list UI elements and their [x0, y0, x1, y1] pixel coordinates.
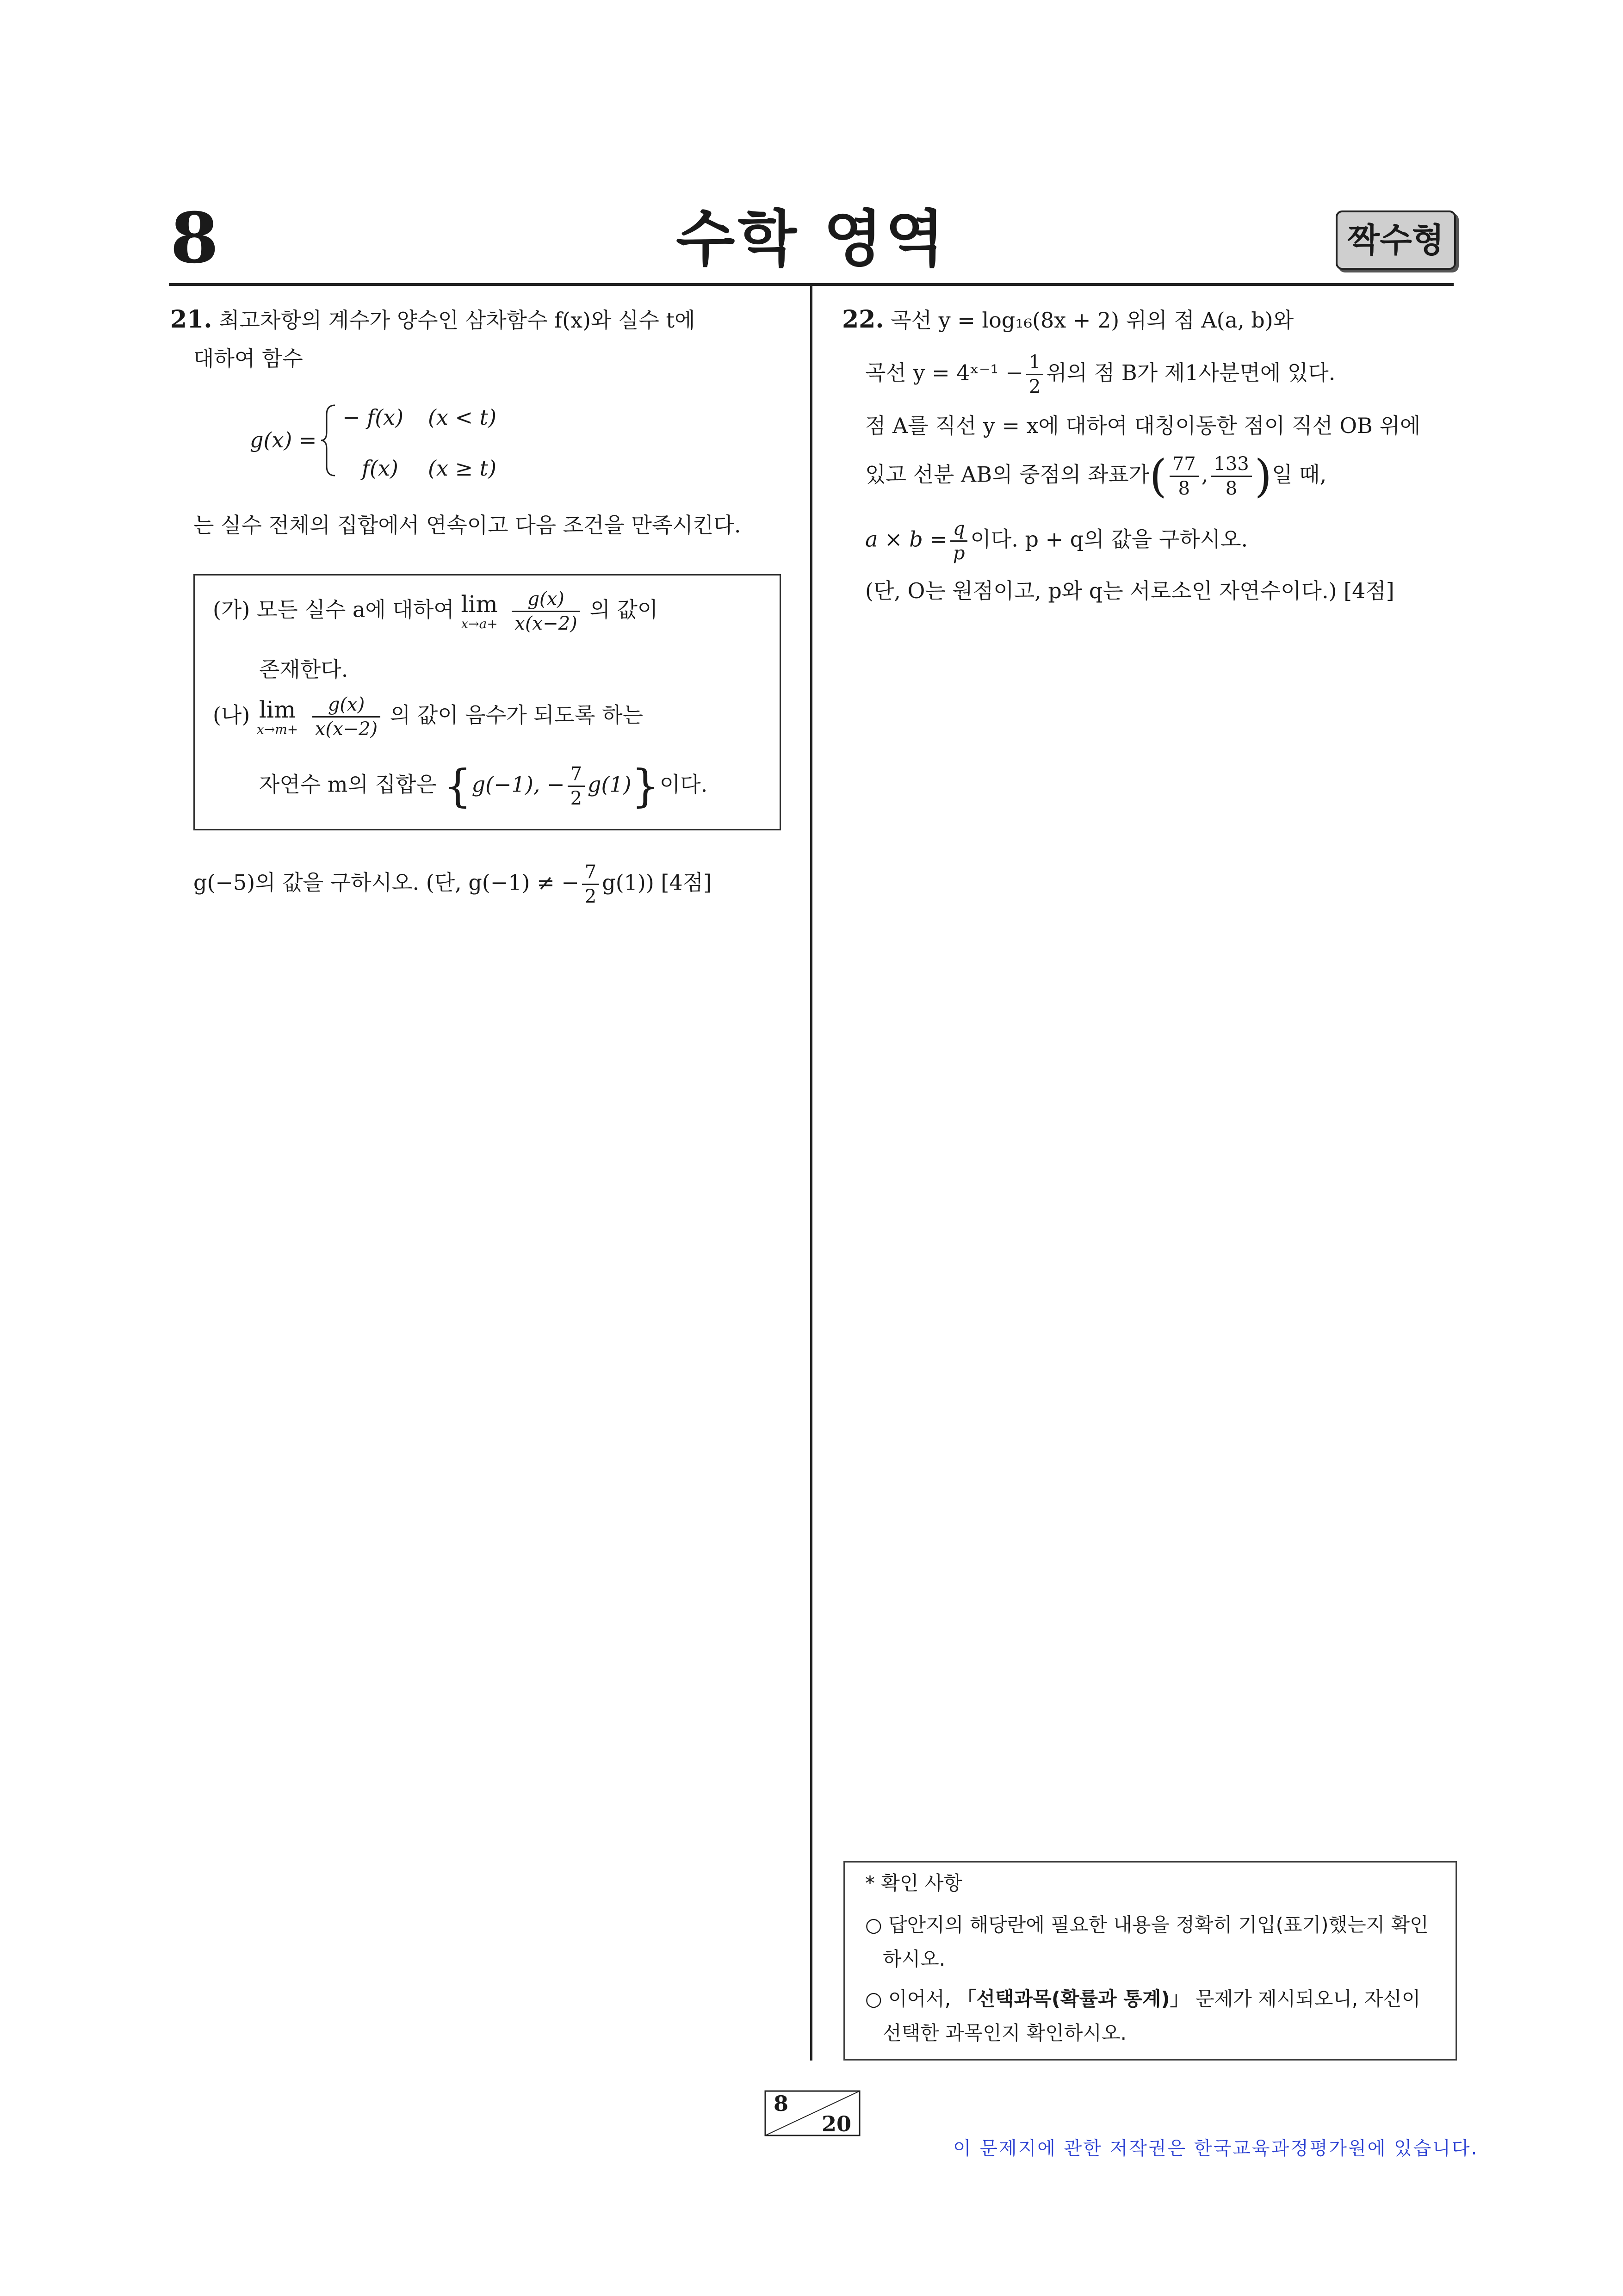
limit-symbol: lim	[259, 696, 296, 723]
condition-b-tail: 의 값이 음수가 되도록 하는	[390, 702, 644, 728]
fraction-numerator: g(x)	[312, 694, 380, 718]
fraction-numerator: 77	[1170, 453, 1199, 477]
fraction-denominator: p	[953, 543, 965, 564]
fraction-denominator: 2	[570, 788, 582, 809]
condition-b-fraction	[312, 694, 380, 740]
left-paren: (	[1149, 450, 1167, 502]
fraction-denominator: x(x−2)	[315, 718, 378, 740]
total-pages: 20	[822, 2111, 852, 2136]
midpoint-y-fraction	[1211, 453, 1251, 499]
condition-a-tail: 의 값이	[589, 597, 658, 622]
page-number: 8	[170, 198, 219, 279]
elective-subject: 「선택과목(확률과 통계)」	[957, 1987, 1189, 2010]
notice-item-2-pre: ○ 이어서,	[865, 1987, 957, 2010]
question-22-line4	[865, 450, 1327, 502]
condition-a-label: (가) 모든 실수 a에 대하여	[213, 597, 454, 622]
notice-item-1: ○ 답안지의 해당란에 필요한 내용을 정확히 기입(표기)했는지 확인	[865, 1913, 1429, 1936]
fraction-denominator: x(x−2)	[514, 613, 577, 634]
question-22-number: 22.	[842, 305, 884, 334]
question-22-line3: 점 A를 직선 y = x에 대하여 대칭이동한 점이 직선 OB 위에	[865, 413, 1421, 438]
question-21-line1	[170, 305, 695, 334]
question-21-line2: 대하여 함수	[193, 346, 303, 371]
condition-b-set-outro: 이다.	[659, 772, 708, 797]
right-paren: )	[1254, 450, 1272, 502]
condition-a-line2: 존재한다.	[259, 657, 348, 682]
question-21-line3: 는 실수 전체의 집합에서 연속이고 다음 조건을 만족시킨다.	[193, 513, 741, 538]
exam-type-badge: 짝수형	[1336, 210, 1456, 270]
fraction-numerator: 133	[1211, 453, 1251, 477]
case1-condition: (x < t)	[428, 405, 497, 430]
condition-a-limit	[461, 592, 497, 631]
question-21-text: 최고차항의 계수가 양수인 삼차함수 f(x)와 실수 t에	[219, 308, 695, 333]
question-22-line5	[865, 518, 1248, 564]
condition-b-line2	[259, 760, 708, 812]
fraction-denominator: 2	[1028, 376, 1041, 397]
fraction-numerator: 7	[582, 861, 599, 885]
product-tail: 이다. p + q의 값을 구하시오.	[970, 526, 1248, 552]
notice-item-2-post: 문제가 제시되오니, 자신이	[1189, 1987, 1421, 2010]
condition-a	[213, 588, 658, 634]
case2-expression: f(x)	[362, 456, 398, 481]
answer-fraction	[950, 518, 968, 564]
comma: ,	[1201, 462, 1208, 487]
question-22-line6: (단, O는 원점이고, p와 q는 서로소인 자연수이다.) [4점]	[865, 578, 1394, 603]
piecewise-brace	[319, 403, 338, 477]
product-text: a × b =	[865, 526, 948, 552]
fraction-numerator: 1	[1026, 352, 1043, 375]
ask-fraction	[582, 861, 599, 907]
ask-text: g(−5)의 값을 구하시오. (단, g(−1) ≠ −	[193, 870, 579, 895]
fraction-denominator: 8	[1225, 478, 1238, 499]
limit-symbol: lim	[461, 590, 498, 618]
fraction-denominator: 8	[1178, 478, 1190, 499]
question-22-line2	[865, 352, 1335, 397]
right-brace: }	[631, 760, 660, 812]
case2-condition: (x ≥ t)	[428, 456, 497, 481]
set-fraction	[568, 763, 585, 809]
column-divider	[810, 285, 812, 2061]
fraction-numerator: q	[950, 518, 968, 542]
curve-b-tail: 위의 점 B가 제1사분면에 있다.	[1046, 360, 1336, 385]
notice-item-2	[865, 1987, 1420, 2011]
midpoint-text: 있고 선분 AB의 중점의 좌표가	[865, 462, 1150, 487]
subject-title: 수학 영역	[675, 204, 947, 275]
ask-tail: g(1)) [4점]	[602, 870, 712, 895]
set-element-2: g(1)	[588, 772, 632, 797]
curve-b-text: 곡선 y = 4ˣ⁻¹ −	[865, 360, 1023, 385]
g-definition-lhs: g(x) =	[250, 427, 317, 452]
fraction-numerator: 7	[568, 763, 585, 787]
limit-subscript: x→a+	[461, 616, 498, 631]
midpoint-tail: 일 때,	[1272, 462, 1327, 487]
notice-item-1-cont: 하시오.	[883, 1948, 946, 1970]
notice-item-2-cont: 선택한 과목인지 확인하시오.	[883, 2022, 1127, 2044]
left-brace: {	[443, 760, 472, 812]
question-21-number: 21.	[170, 305, 212, 334]
question-22-line1	[842, 305, 1294, 334]
condition-b-limit	[257, 697, 298, 737]
curve-b-fraction	[1026, 352, 1043, 397]
fraction-numerator: g(x)	[512, 588, 580, 612]
midpoint-x-fraction	[1170, 453, 1199, 499]
question-21-ask	[193, 861, 712, 907]
question-22-text: 곡선 y = log₁₆(8x + 2) 위의 점 A(a, b)와	[891, 308, 1294, 333]
condition-b-set-intro: 자연수 m의 집합은	[259, 772, 437, 797]
copyright-notice: 이 문제지에 관한 저작권은 한국교육과정평가원에 있습니다.	[953, 2138, 1479, 2159]
notice-title: * 확인 사항	[865, 1872, 962, 1894]
condition-b-label: (나)	[213, 702, 250, 728]
limit-subscript: x→m+	[256, 721, 298, 737]
case1-expression: − f(x)	[342, 405, 404, 430]
condition-a-fraction	[512, 588, 580, 634]
current-page: 8	[774, 2091, 789, 2116]
condition-b	[213, 694, 643, 740]
set-element-1: g(−1), −	[471, 772, 565, 797]
page-indicator	[764, 2090, 861, 2136]
fraction-denominator: 2	[584, 886, 597, 907]
